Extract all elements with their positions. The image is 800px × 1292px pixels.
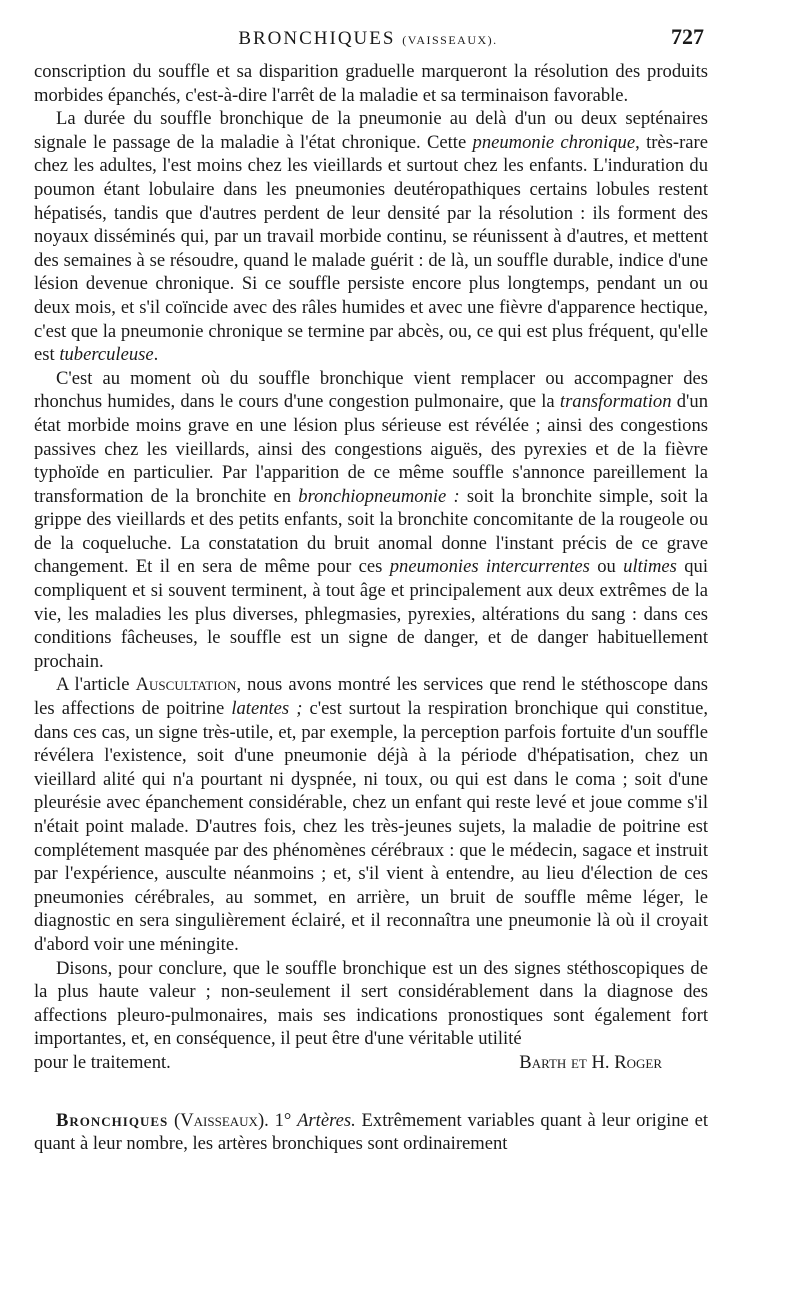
- italic-term: ultimes: [623, 556, 677, 578]
- italic-term: bronchiopneumonie :: [298, 485, 460, 507]
- entry-title: Bronchiques: [56, 1109, 169, 1131]
- paragraph-continuation: conscription du souffle et sa disparition graduelle marqueront la résolution des produits morbides épanchés, c'est-à-dire l'arrêt de la maladie et sa terminaison favorable.: [34, 61, 708, 106]
- signature-line: [34, 1051, 708, 1075]
- text-run: C'est au moment où du souffle bronchique vient remplacer ou accompagner des rhonchus humides, dans le cours d'une congestion pulmonaire, que la: [34, 367, 708, 413]
- author-signature: Barth et H. Roger: [519, 1051, 662, 1073]
- running-subtitle: (VAISSEAUX).: [402, 33, 498, 47]
- italic-term: latentes ;: [231, 698, 303, 720]
- paragraph-auscultation: [34, 673, 708, 956]
- text-run: qui compliquent et si souvent terminent, à tout âge et principalement aux deux extrêmes de la vie, les maladies les plus diverses, phlegmasies, pyrexies, altérations du sang : dans ces conditions fâcheuses, le souffle est un signe de danger, et de danger habituellement prochain.: [34, 556, 708, 672]
- text-run: La durée du souffle bronchique de la pneumonie au delà d'un ou deux septénaires signale le passage de la maladie à l'état chronique. Cette: [34, 108, 708, 153]
- paragraph-chronic-pneumonia: [34, 107, 708, 367]
- text-run: , très-rare chez les adultes, l'est moins chez les vieillards et surtout chez les enfants. L'induration du poumon étant lobulaire dans les pneumonies deutéropathiques certains lobules restent hépatisés, tandis que d'autres perdent de leur densité par la résolution : ils forment des noyaux disséminés qui, par un travail morbide continu, se réunissent à d'autres, et mettent des semaines à se résoudre, quand le malade guérit : de là, un souffle durable, indice d'une lésion devenue chronique. Si ce souffle persiste encore plus longtemps, pendant un ou deux mois, et s'il coïncide avec des râles humides et avec une fièvre d'apparence hectique, c'est que la pneumonie chronique se termine par abcès, ou, ce qui est plus fréquent, qu'elle est: [34, 131, 708, 366]
- text-run: A l'article: [56, 674, 136, 696]
- conclusion-last-line: pour le traitement.: [34, 1051, 171, 1073]
- entry-subtitle: Vaisseaux: [180, 1109, 258, 1131]
- page-number: 727: [671, 24, 704, 49]
- text-run: , nous avons montré les services que rend le stéthoscope dans les affections de poitrine: [34, 674, 709, 720]
- italic-term: tuberculeuse: [59, 344, 154, 366]
- text-run: soit la bronchite simple, soit la grippe des vieillards et des petits enfants, soit la bronchite concomitante de la rougeole ou de la coqueluche. La constatation du bruit anomal donne l'instant précis de ce grave changement. Et il en sera de même pour ces: [34, 485, 708, 578]
- paragraph-transformation: [34, 367, 708, 674]
- entry-bronchiques-vaisseaux: [34, 1109, 708, 1156]
- text-run: ). 1°: [257, 1109, 298, 1131]
- cross-reference: Auscultation: [135, 674, 237, 696]
- italic-term: transformation: [559, 391, 672, 413]
- paragraph-conclusion: Disons, pour conclure, que le souffle bronchique est un des signes stéthoscopiques de la plus haute valeur ; non-seulement il sert considérablement dans la diagnose des affections pleuro-pulmonaires, mais ses indications pronostiques sont également fort importantes, et, en conséquence, il peut être d'une véritable utilité: [34, 957, 708, 1050]
- text-run: c'est surtout la respiration bronchique qui constitue, dans ces cas, un signe très-utile, et, par exemple, la perception parfois fortuite d'un souffle révélera l'existence, soit d'une pneumonie déjà à la période d'hépatisation, chez un vieillard alité qui n'a pourtant ni dyspnée, ni toux, ou qui est dans le coma ; soit d'une pleurésie avec épanchement considérable, chez un enfant qui reste levé et joue comme s'il n'était point malade. D'autres fois, chez les très-jeunes sujets, la maladie de poitrine est complétement masquée par des phénomènes cérébraux : que le médecin, sagace et instruit par l'expérience, ausculte néanmoins ; et, s'il vient à entendre, au lieu d'élection de ces pneumonies cérébrales, au sommet, en arrière, un bruit de souffle même léger, le diagnostic en sera singulièrement éclairé, et il reconnaîtra une pneumonie là où il croyait d'abord voir une méningite.: [34, 698, 708, 955]
- running-head: [36, 28, 700, 50]
- text-run: d'un état morbide moins grave en une lésion plus sérieuse est révélée ; ainsi des congestions passives chez les vieillards, ainsi des congestions aiguës, des pyrexies et de la fièvre typhoïde en particulier. Par l'apparition de ce même souffle s'annonce pareillement la transformation de la bronchite en: [34, 391, 709, 507]
- running-title: BRONCHIQUES: [238, 28, 396, 49]
- italic-term: pneumonie chronique: [472, 131, 636, 153]
- text-run: (: [168, 1109, 181, 1131]
- italic-term: pneumonies intercurrentes: [389, 556, 590, 578]
- body-text: [34, 60, 708, 1156]
- text-run: .: [153, 344, 159, 366]
- text-run: Extrêmement variables quant à leur origine et quant à leur nombre, les artères bronchiques sont ordinairement: [34, 1109, 709, 1155]
- italic-term: Artères.: [297, 1109, 356, 1131]
- text-run: ou: [589, 556, 624, 578]
